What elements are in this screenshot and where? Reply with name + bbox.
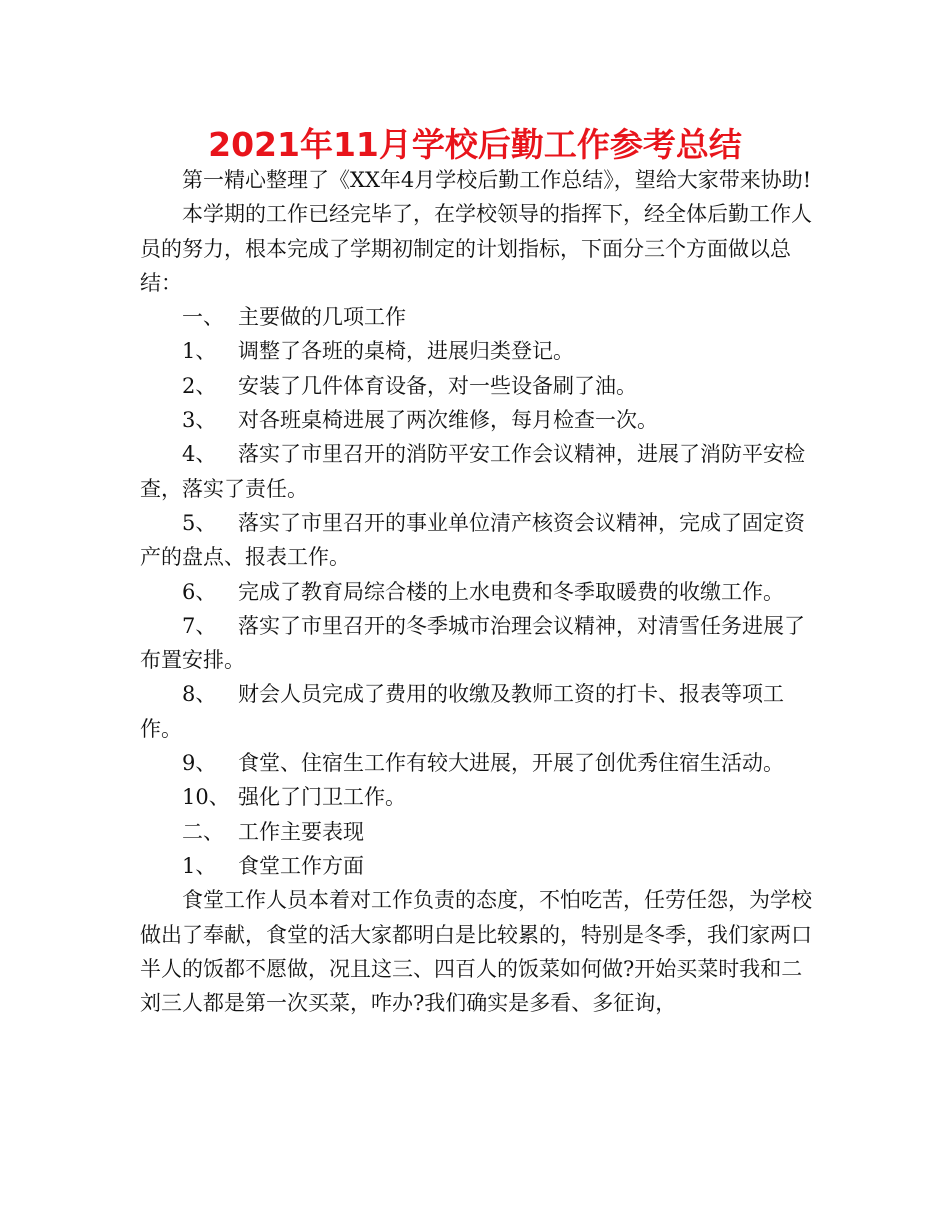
list-item	[140, 746, 812, 780]
list-item	[140, 677, 812, 746]
list-item-number: 3、	[182, 408, 217, 433]
section-number: 一、	[182, 305, 224, 330]
list-item-text: 财会人员完成了费用的收缴及教师工资的打卡、报表等项工作。	[140, 682, 784, 741]
list-item	[140, 403, 812, 437]
list-item	[140, 780, 812, 814]
opening-paragraph: 本学期的工作已经完毕了，在学校领导的指挥下，经全体后勤工作人员的努力，根本完成了学期初制定的计划指标，下面分三个方面做以总结：	[140, 202, 812, 295]
list-item-text: 安装了几件体育设备，对一些设备刷了油。	[238, 373, 637, 398]
list-item	[140, 575, 812, 609]
intro-paragraph: 第一精心整理了《XX年4月学校后勤工作总结》，望给大家带来协助!	[182, 168, 812, 192]
list-item-number: 8、	[182, 682, 217, 707]
list-item-number: 4、	[182, 442, 217, 467]
subsection-heading	[140, 849, 812, 883]
list-item-number: 6、	[182, 579, 217, 604]
list-item-text: 调整了各班的桌椅，进展归类登记。	[238, 339, 574, 364]
list-item-text: 对各班桌椅进展了两次维修，每月检查一次。	[238, 408, 658, 433]
subsection-number: 1、	[182, 853, 217, 878]
list-item-text: 落实了市里召开的消防平安工作会议精神，进展了消防平安检查，落实了责任。	[140, 442, 805, 501]
list-item	[140, 609, 812, 678]
list-item-text: 落实了市里召开的冬季城市治理会议精神，对清雪任务进展了布置安排。	[140, 613, 805, 673]
subsection-title: 食堂工作方面	[238, 853, 364, 878]
list-item	[140, 506, 812, 575]
list-item-text: 完成了教育局综合楼的上水电费和冬季取暖费的收缴工作。	[238, 579, 784, 604]
list-item-number: 5、	[182, 510, 217, 535]
list-item	[140, 437, 812, 506]
list-item-number: 10、	[182, 785, 230, 810]
list-item-number: 7、	[182, 613, 217, 638]
list-item-number: 2、	[182, 373, 217, 398]
list-item-number: 1、	[182, 339, 217, 364]
list-item	[140, 334, 812, 368]
document-title: 2021年11月学校后勤工作参考总结	[208, 125, 742, 164]
canteen-paragraph: 食堂工作人员本着对工作负责的态度，不怕吃苦，任劳任怨，为学校做出了奉献，食堂的活大家都明白是比较累的，特别是冬季，我们家两口半人的饭都不愿做，况且这三、四百人的饭菜如何做?开始买菜时我和二刘三人都是第一次买菜，咋办?我们确实是多看、多征询，	[140, 888, 812, 1016]
list-item	[140, 369, 812, 403]
list-item-text: 强化了门卫工作。	[238, 785, 406, 810]
section-title: 工作主要表现	[238, 819, 364, 844]
document-body	[140, 163, 812, 1020]
section-heading-1	[140, 300, 812, 334]
section-number: 二、	[182, 819, 224, 844]
section-heading-2	[140, 815, 812, 849]
list-item-number: 9、	[182, 751, 217, 776]
section-title: 主要做的几项工作	[238, 305, 406, 330]
list-item-text: 食堂、住宿生工作有较大进展，开展了创优秀住宿生活动。	[238, 751, 784, 776]
list-item-text: 落实了市里召开的事业单位清产核资会议精神，完成了固定资产的盘点、报表工作。	[140, 510, 805, 570]
